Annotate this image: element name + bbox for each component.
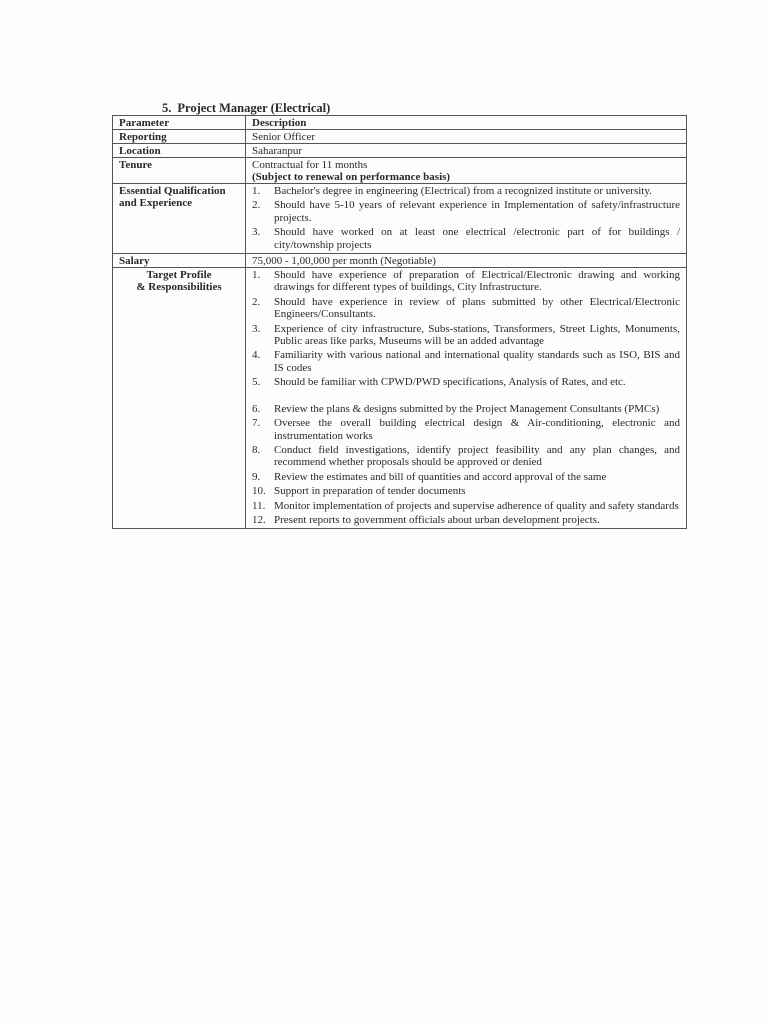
location-value: Saharanpur [246,144,687,158]
list-item [252,471,680,483]
reporting-value: Senior Officer [246,130,687,144]
list-item-number: 12. [252,513,266,526]
target-label-cell [113,268,246,529]
list-item-text: Should have experience of preparation of Electrical/Electronic drawing and working drawings for different types of buildings, City Infrastructure. [274,269,680,294]
list-item-number: 5. [252,376,261,389]
list-item [252,403,680,415]
list-item-text: Support in preparation of tender documents [274,485,466,498]
list-item [252,376,680,388]
table-row-qualification [113,184,687,254]
qualification-label-line1: Essential Qualification [119,185,226,197]
list-item-number: 10. [252,485,266,498]
list-item-text: Oversee the overall building electrical design & Air-conditioning, electronic and instrumentation works [274,417,680,442]
list-item [252,514,680,526]
list-item-text: Conduct field investigations, identify project feasibility and any plan changes, and recommend whether proposals should be approved or denied [274,443,680,469]
list-item [252,269,680,294]
list-item [252,323,680,348]
list-item [252,417,680,442]
list-item [252,226,680,251]
list-item-text: Should be familiar with CPWD/PWD specifications, Analysis of Rates, and etc. [274,376,626,389]
list-item-text: Bachelor's degree in engineering (Electrical) from a recognized institute or university. [274,185,652,197]
list-item-text: Present reports to government officials about urban development projects. [274,513,600,526]
table-row-tenure [113,158,687,184]
list-item-number: 1. [252,185,261,197]
table-row-target [113,268,687,529]
list-item-number: 2. [252,295,261,308]
list-item-text: Review the estimates and bill of quantities and accord approval of the same [274,470,607,483]
salary-value: 75,000 - 1,00,000 per month (Negotiable) [246,254,687,268]
qualification-label-cell [113,184,246,254]
list-item [252,185,680,197]
list-item [252,296,680,321]
list-item-number: 8. [252,443,261,456]
list-item-number: 1. [252,269,261,282]
table-header-row [113,116,687,130]
qualification-list [252,185,680,251]
list-item-number: 7. [252,417,261,430]
target-label-line2: & Responsibilities [136,281,222,294]
reporting-label: Reporting [113,130,246,144]
list-item-number: 3. [252,322,261,335]
tenure-note: (Subject to renewal on performance basis) [252,171,451,183]
tenure-value: Contractual for 11 months [252,159,368,171]
list-item-number: 2. [252,199,261,212]
section-title: Project Manager (Electrical) [177,101,331,115]
tenure-cell [246,158,687,184]
list-item-number: 9. [252,470,261,483]
list-item-text: Should have experience in review of plans submitted by other Electrical/Electronic Engineers/Consultants. [274,295,680,321]
header-parameter: Parameter [113,116,246,130]
list-item-number: 4. [252,349,261,362]
list-item-number: 3. [252,226,261,239]
list-item-text: Should have worked on at least one electrical /electronic part of for buildings / city/township projects [274,226,680,251]
list-item [252,444,680,469]
location-label: Location [113,144,246,158]
list-item-text: Monitor implementation of projects and supervise adherence of quality and safety standards [274,499,679,512]
list-item [252,485,680,497]
header-description: Description [246,116,687,130]
salary-label: Salary [113,254,246,268]
responsibilities-list [252,269,680,526]
tenure-label: Tenure [113,158,246,184]
list-item-number: 11. [252,499,266,512]
list-item-number: 6. [252,402,261,415]
target-label-line1: Target Profile [146,269,212,282]
job-spec-table [112,115,687,529]
list-item-text: Familiarity with various national and international quality standards such as ISO, BIS and IS codes [274,349,680,374]
qualification-cell [246,184,687,254]
table-row-reporting [113,130,687,144]
list-item [252,500,680,512]
list-item-text: Should have 5-10 years of relevant experience in Implementation of safety/infrastructure projects. [274,199,680,224]
list-item-text: Review the plans & designs submitted by the Project Management Consultants (PMCs) [274,402,660,415]
responsibilities-cell [246,268,687,529]
qualification-label-line2: and Experience [119,197,193,209]
list-item-text: Experience of city infrastructure, Subs-stations, Transformers, Street Lights, Monuments, Public areas like parks, Museums will be an added advantage [274,322,680,348]
table-row-salary [113,254,687,268]
section-number: 5. [162,101,172,115]
section-heading [162,101,330,115]
list-item [252,349,680,374]
list-item [252,199,680,224]
table-row-location [113,144,687,158]
